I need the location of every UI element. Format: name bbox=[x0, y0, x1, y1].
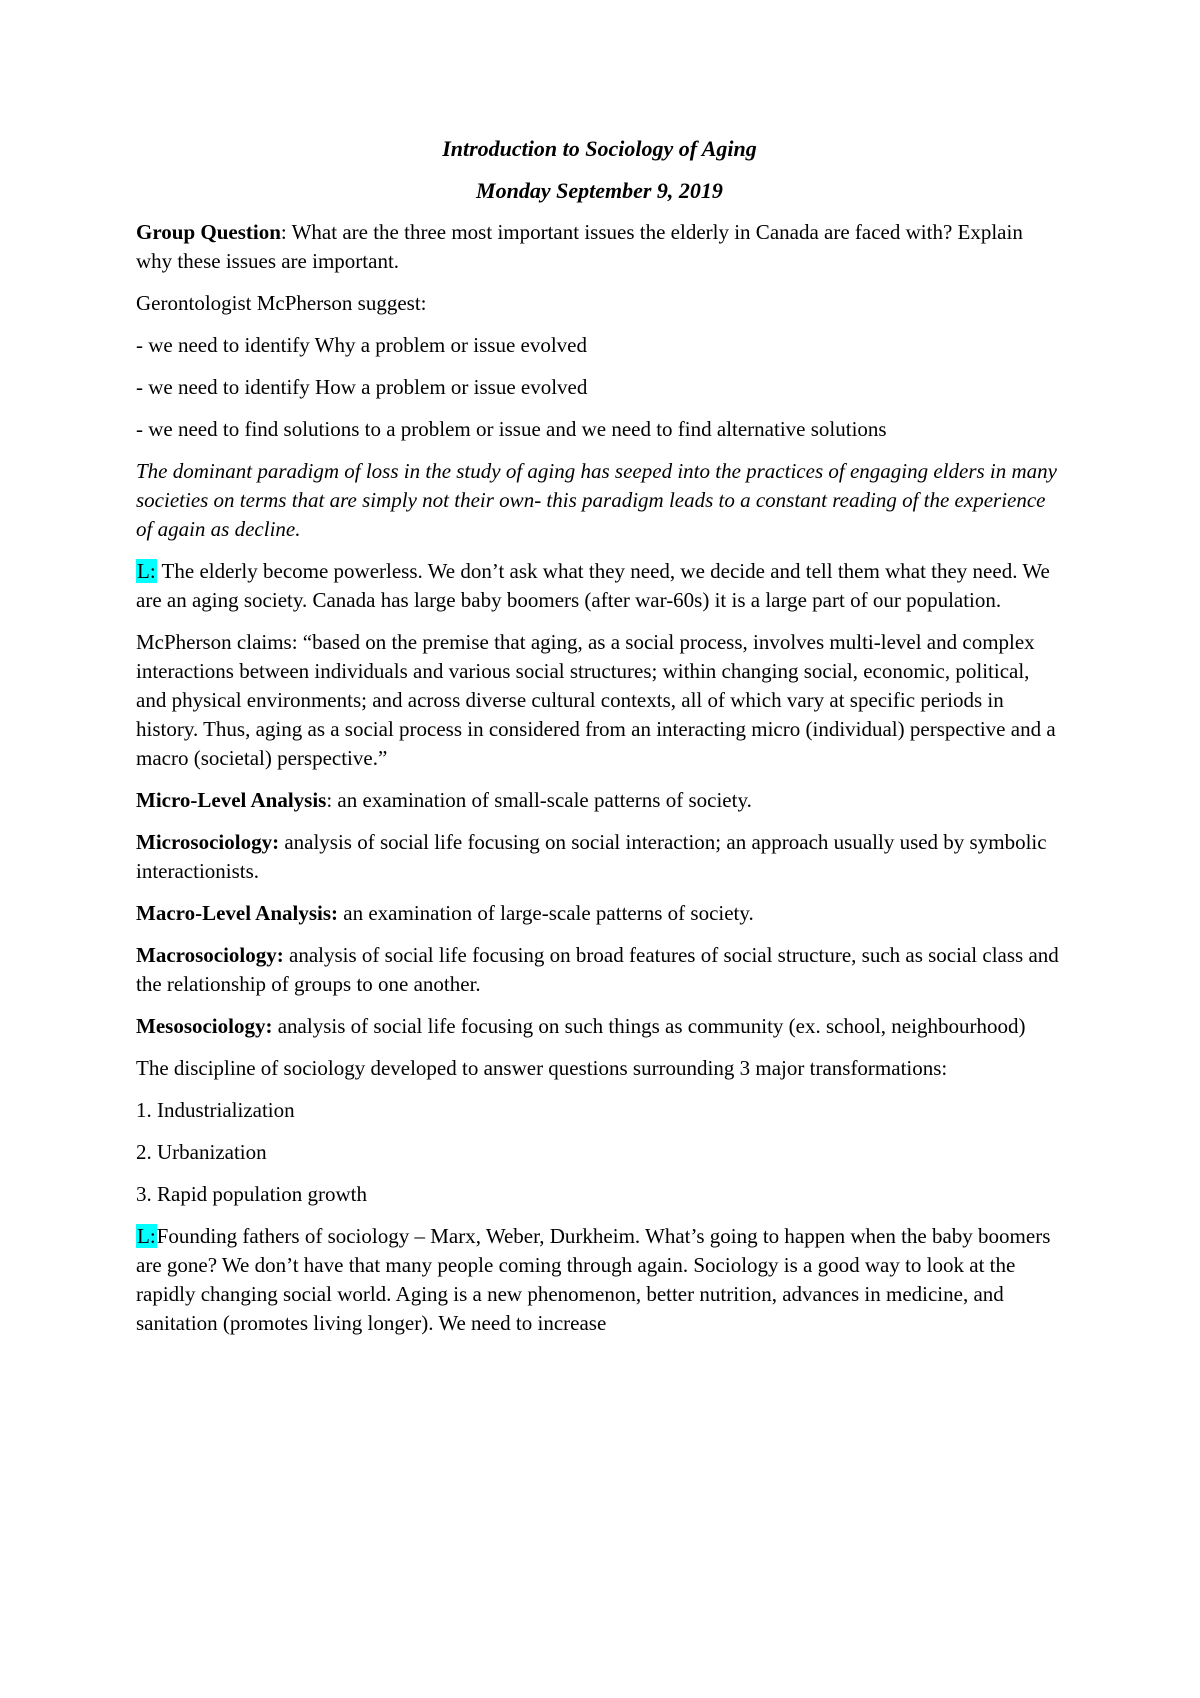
definition-mesosociology bbox=[136, 1012, 1063, 1041]
paragraph-group-question bbox=[136, 218, 1063, 276]
definition-micro-level bbox=[136, 786, 1063, 815]
numbered-item-3: 3. Rapid population growth bbox=[136, 1182, 367, 1206]
paragraph-text: analysis of social life focusing on broad features of social structure, such as social class and the relationship of groups to one another. bbox=[136, 943, 1059, 996]
paragraph-text: an examination of large-scale patterns of society. bbox=[338, 901, 754, 925]
bold-lead: Microsociology: bbox=[136, 830, 280, 854]
paragraph-text: analysis of social life focusing on such things as community (ex. school, neighbourhood) bbox=[272, 1014, 1026, 1038]
dash-bullet-1: - we need to identify Why a problem or issue evolved bbox=[136, 333, 587, 357]
paragraph-text: analysis of social life focusing on social interaction; an approach usually used by symbolic interactionists. bbox=[136, 830, 1047, 883]
note-paragraph-1 bbox=[136, 557, 1063, 615]
paragraph-text: Founding fathers of sociology – Marx, Weber, Durkheim. What’s going to happen when the baby boomers are gone? We don’t have that many people coming through again. Sociology is a good way to look at the rapidly changing social world. Aging is a new phenomenon, better nutrition, advances in medicine, and sanitation (promotes living longer). We need to increase bbox=[136, 1224, 1051, 1335]
bold-lead: Macrosociology: bbox=[136, 943, 284, 967]
dash-bullet-2: - we need to identify How a problem or issue evolved bbox=[136, 375, 588, 399]
highlight-marker: L: bbox=[137, 1224, 156, 1248]
paragraph-text: : What are the three most important issues the elderly in Canada are faced with? Explain why these issues are important. bbox=[136, 220, 1023, 273]
paragraph-dominant-paradigm: The dominant paradigm of loss in the study of aging has seeped into the practices of engaging elders in many societies on terms that are simply not their own- this paradigm leads to a constant reading of the experience of again as decline. bbox=[136, 459, 1057, 541]
date-line: Monday September 9, 2019 bbox=[476, 178, 723, 203]
paragraph-gerontologist: Gerontologist McPherson suggest: bbox=[136, 291, 427, 315]
bold-lead: Group Question bbox=[136, 220, 281, 244]
paragraph-text: : an examination of small-scale patterns of society. bbox=[326, 788, 752, 812]
bold-lead: Mesosociology: bbox=[136, 1014, 273, 1038]
definition-microsociology bbox=[136, 828, 1063, 886]
highlight-marker: L: bbox=[137, 559, 156, 583]
definition-macrosociology bbox=[136, 941, 1063, 999]
bold-lead: Macro-Level Analysis: bbox=[136, 901, 339, 925]
paragraph-text: The elderly become powerless. We don’t ask what they need, we decide and tell them what they need. We are an aging society. Canada has large baby boomers (after war-60s) it is a large part of our population. bbox=[136, 559, 1050, 612]
paragraph-mcpherson-claims: McPherson claims: “based on the premise that aging, as a social process, involves multi-level and complex interactions between individuals and various social structures; within changing social, economic, political, and physical environments; and across diverse cultural contexts, all of which vary at specific periods in history. Thus, aging as a social process in considered from an interacting micro (individual) perspective and a macro (societal) perspective.” bbox=[136, 630, 1056, 770]
numbered-item-1: 1. Industrialization bbox=[136, 1098, 295, 1122]
bold-lead: Micro-Level Analysis bbox=[136, 788, 327, 812]
page-title: Introduction to Sociology of Aging bbox=[442, 136, 757, 161]
definition-macro-level bbox=[136, 899, 1063, 928]
numbered-item-2: 2. Urbanization bbox=[136, 1140, 267, 1164]
paragraph-discipline: The discipline of sociology developed to answer questions surrounding 3 major transformations: bbox=[136, 1056, 948, 1080]
dash-bullet-3: - we need to find solutions to a problem or issue and we need to find alternative solutions bbox=[136, 417, 887, 441]
note-paragraph-2 bbox=[136, 1222, 1063, 1338]
